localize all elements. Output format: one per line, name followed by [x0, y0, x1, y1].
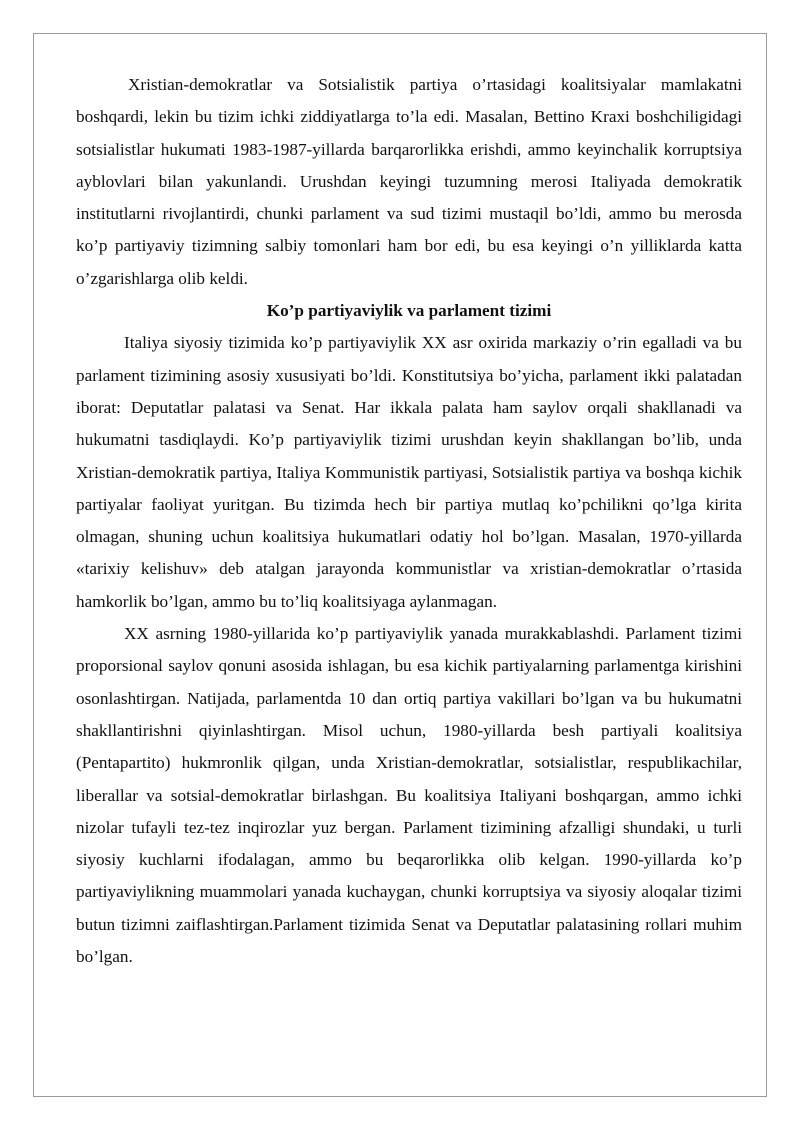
document-body	[76, 69, 742, 973]
paragraph-1980s-parliament: XX asrning 1980-yillarida ko’p partiyaviylik yanada murakkablashdi. Parlament tizimi proporsional saylov qonuni asosida ishlagan, bu esa kichik partiyalarning parlamentga kirishini osonlashtirgan. Natijada, parlamentda 10 dan ortiq partiya vakillari bo’lgan va bu hukumatni shakllantirishni qiyinlashtirgan. Misol uchun, 1980-yillarda besh partiyali koalitsiya (Pentapartito) hukmronlik qilgan, unda Xristian-demokratlar, sotsialistlar, respublikachilar, liberallar va sotsial-demokratlar birlashgan. Bu koalitsiya Italiyani boshqargan, ammo ichki nizolar tufayli tez-tez inqirozlar yuz bergan. Parlament tizimining afzalligi shundaki, u turli siyosiy kuchlarni ifodalagan, ammo bu beqarorlikka olib kelgan. 1990-yillarda ko’p partiyaviylikning muammolari yanada kuchaygan, chunki korruptsiya va siyosiy aloqalar tizimi butun tizimni zaiflashtirgan.Parlament tizimida Senat va Deputatlar palatasining rollari muhim bo’lgan.	[76, 624, 742, 967]
paragraph-coalitions: Xristian-demokratlar va Sotsialistik partiya o’rtasidagi koalitsiyalar mamlakatni boshqardi, lekin bu tizim ichki ziddiyatlarga to’la edi. Masalan, Bettino Kraxi boshchiligidagi sotsialistlar hukumati 1983-1987-yillarda barqarorlikka erishdi, ammo keyinchalik korruptsiya ayblovlari bilan yakunlandi. Urushdan keyingi tuzumning merosi Italiyada demokratik institutlarni rivojlantirdi, chunki parlament va sud tizimi mustaqil bo’ldi, ammo bu merosda ko’p partiyaviy tizimning salbiy tomonlari ham bor edi, bu esa keyingi o’n yilliklarda katta o’zgarishlarga olib keldi.	[76, 75, 742, 288]
paragraph-multiparty-system: Italiya siyosiy tizimida ko’p partiyaviylik XX asr oxirida markaziy o’rin egalladi va bu parlament tizimining asosiy xususiyati bo’ldi. Konstitutsiya bo’yicha, parlament ikki palatadan iborat: Deputatlar palatasi va Senat. Har ikkala palata ham saylov orqali shakllanadi va hukumatni tasdiqlaydi. Ko’p partiyaviylik tizimi urushdan keyin shakllangan bo’lib, unda Xristian-demokratik partiya, Italiya Kommunistik partiyasi, Sotsialistik partiya va boshqa kichik partiyalar faoliyat yuritgan. Bu tizimda hech bir partiya mutlaq ko’pchilikni qo’lga kirita olmagan, shuning uchun koalitsiya hukumatlari odatiy hol bo’lgan. Masalan, 1970-yillarda «tarixiy kelishuv» deb atalgan jarayonda kommunistlar va xristian-demokratlar o’rtasida hamkorlik bo’lgan, ammo bu to’liq koalitsiyaga aylanmagan.	[76, 333, 742, 611]
section-heading: Ko’p partiyaviylik va parlament tizimi	[266, 301, 552, 321]
